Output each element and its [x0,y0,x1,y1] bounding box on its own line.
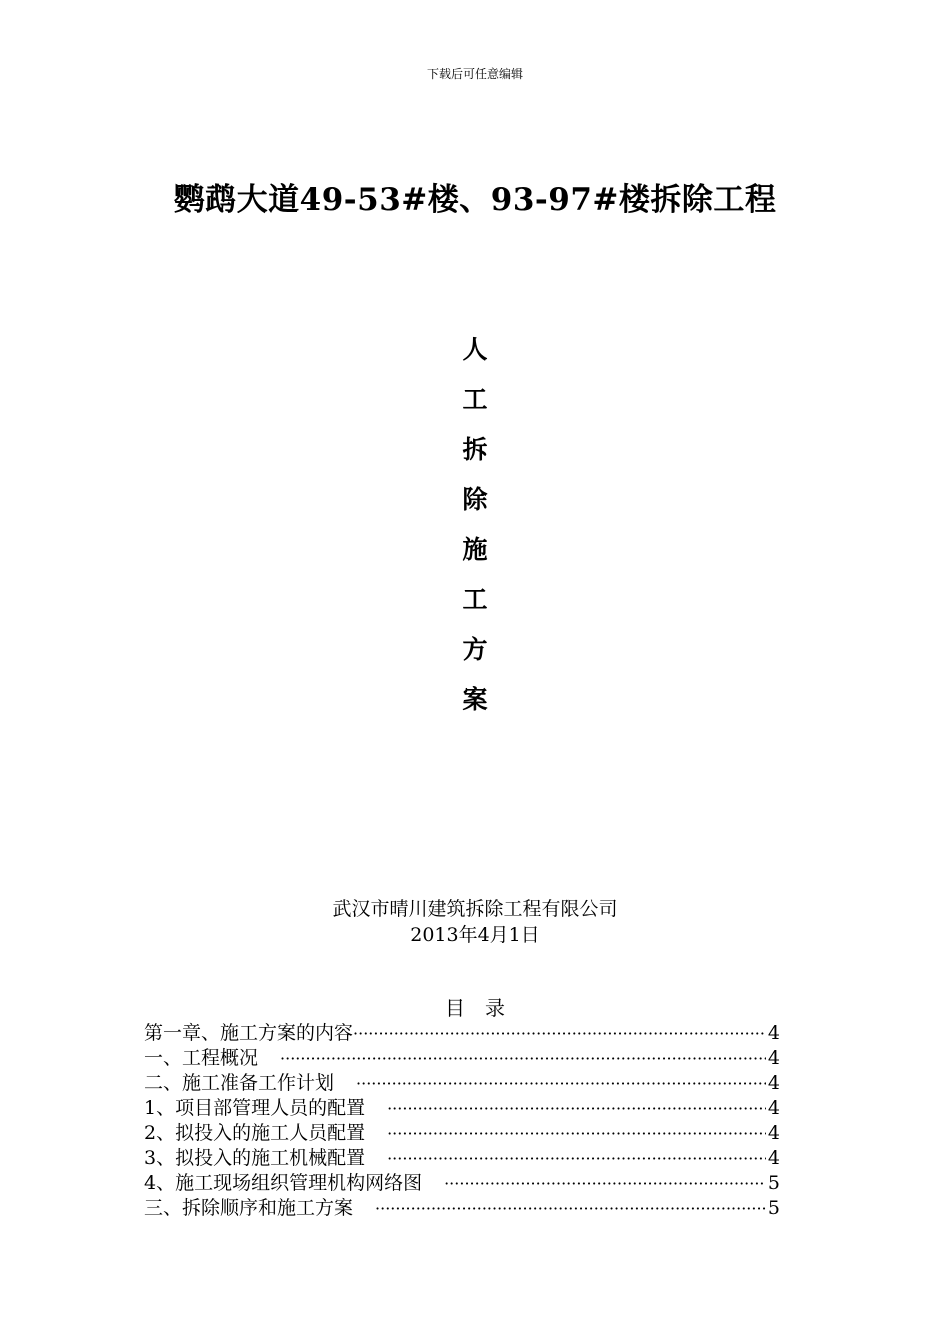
toc-leader-dots [356,1071,766,1096]
toc-leader-dots [280,1046,766,1071]
toc-entry[interactable] [144,1196,780,1221]
toc-entry[interactable] [144,1121,780,1146]
toc-entry-page: 4 [767,1047,780,1069]
title-char: 施 [462,535,488,564]
title-char: 拆 [462,435,488,464]
toc-entry-page: 4 [767,1122,780,1144]
toc-entry-page: 4 [767,1072,780,1094]
toc-entry-label: 一、工程概况 [144,1047,259,1069]
title-char: 方 [462,635,488,664]
toc-leader-dots [387,1121,766,1146]
title-char: 工 [462,385,488,414]
table-of-contents [144,1021,780,1221]
document-type-title [450,325,500,725]
toc-entry-page: 4 [767,1147,780,1169]
toc-entry[interactable] [144,1021,780,1046]
toc-leader-dots [444,1171,766,1196]
toc-entry-page: 4 [767,1097,780,1119]
toc-entry[interactable] [144,1046,780,1071]
toc-leader-dots [387,1146,766,1171]
toc-heading: 目录 [445,996,525,1020]
title-char: 人 [462,335,488,364]
toc-entry-label: 三、拆除顺序和施工方案 [144,1197,354,1219]
title-char: 除 [462,485,488,514]
toc-entry-label: 1、项目部管理人员的配置 [144,1097,366,1119]
toc-entry[interactable] [144,1071,780,1096]
toc-entry-label: 2、拟投入的施工人员配置 [144,1122,366,1144]
title-char: 工 [462,585,488,614]
project-title: 鹦鹉大道49-53#楼、93-97#楼拆除工程 [173,182,777,218]
toc-leader-dots [375,1196,766,1221]
toc-entry[interactable] [144,1171,780,1196]
company-name: 武汉市晴川建筑拆除工程有限公司 [332,898,618,920]
toc-entry-label: 3、拟投入的施工机械配置 [144,1147,366,1169]
toc-entry-label: 第一章、施工方案的内容 [144,1022,354,1044]
toc-leader-dots [353,1021,766,1046]
toc-leader-dots [387,1096,766,1121]
toc-entry-page: 5 [767,1197,780,1219]
toc-entry-label: 4、施工现场组织管理机构网络图 [144,1172,423,1194]
toc-entry-page: 4 [767,1022,780,1044]
toc-entry-label: 二、施工准备工作计划 [144,1072,335,1094]
title-char: 案 [462,685,488,714]
toc-entry[interactable] [144,1146,780,1171]
document-date: 2013年4月1日 [410,924,540,946]
toc-entry[interactable] [144,1096,780,1121]
toc-entry-page: 5 [767,1172,780,1194]
header-note: 下载后可任意编辑 [426,67,523,81]
